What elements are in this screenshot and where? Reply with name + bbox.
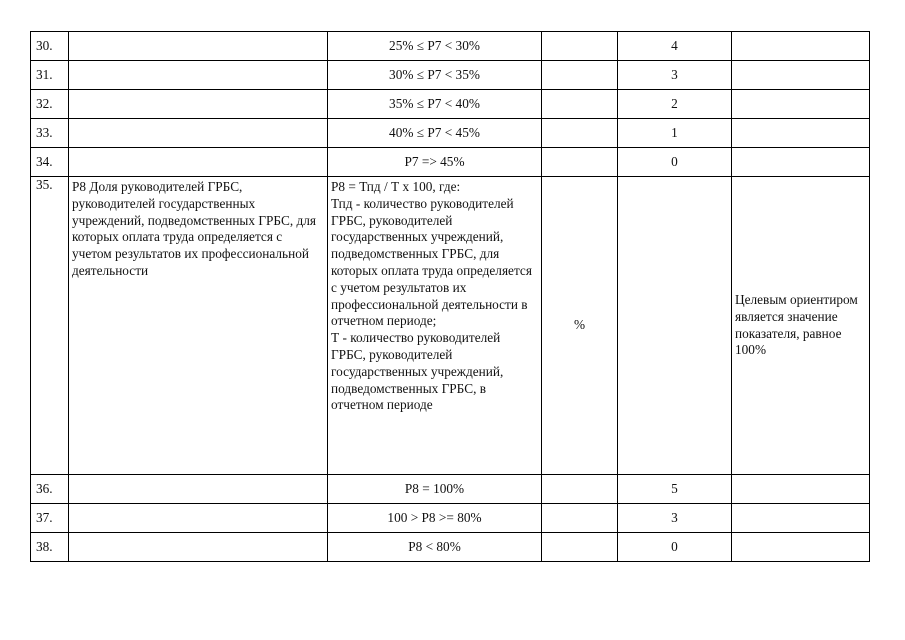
row-criterion: Р7 => 45% (328, 148, 542, 177)
row-criterion: 25% ≤ Р7 < 30% (328, 32, 542, 61)
table-body-top (31, 32, 870, 177)
indicators-table (30, 31, 870, 562)
row-score: 0 (618, 533, 732, 562)
table-row (31, 119, 870, 148)
table-row (31, 148, 870, 177)
row-criterion: 100 > Р8 >= 80% (328, 504, 542, 533)
row-number: 31. (31, 61, 69, 90)
row-unit-cell (542, 475, 618, 504)
row-note-cell (732, 475, 870, 504)
row-note-cell (732, 32, 870, 61)
row-criterion: Р8 < 80% (328, 533, 542, 562)
row-number: 38. (31, 533, 69, 562)
row-criterion: 30% ≤ Р7 < 35% (328, 61, 542, 90)
indicator-score (618, 177, 732, 475)
row-indicator-cell (69, 504, 328, 533)
row-indicator-cell (69, 32, 328, 61)
row-unit-cell (542, 61, 618, 90)
row-note-cell (732, 119, 870, 148)
table-row (31, 32, 870, 61)
row-criterion: 35% ≤ Р7 < 40% (328, 90, 542, 119)
row-indicator-cell (69, 90, 328, 119)
table-body-indicator (31, 177, 870, 475)
row-criterion: Р8 = 100% (328, 475, 542, 504)
row-unit-cell (542, 119, 618, 148)
row-score: 3 (618, 504, 732, 533)
row-indicator-cell (69, 61, 328, 90)
row-unit-cell (542, 90, 618, 119)
row-indicator-cell (69, 148, 328, 177)
row-number: 33. (31, 119, 69, 148)
row-note-cell (732, 90, 870, 119)
row-score: 4 (618, 32, 732, 61)
row-score: 3 (618, 61, 732, 90)
table-body-bottom (31, 475, 870, 562)
indicator-unit: % (542, 177, 618, 475)
table-row (31, 177, 870, 475)
row-unit-cell (542, 32, 618, 61)
table-row (31, 504, 870, 533)
row-note-cell (732, 61, 870, 90)
row-indicator-cell (69, 475, 328, 504)
table-row (31, 61, 870, 90)
document-page (30, 31, 870, 562)
table-row (31, 533, 870, 562)
row-score: 5 (618, 475, 732, 504)
row-note-cell (732, 148, 870, 177)
row-score: 1 (618, 119, 732, 148)
row-score: 0 (618, 148, 732, 177)
row-score: 2 (618, 90, 732, 119)
row-number: 34. (31, 148, 69, 177)
indicator-name: Р8 Доля руководителей ГРБС, руководителей государственных учреждений, подведомственных ГРБС, для которых оплата труда определяется с учетом результатов их профессиональной деятельности (69, 177, 328, 475)
row-note-cell (732, 504, 870, 533)
indicator-formula: Р8 = Тпд / Т x 100, где: Тпд - количество руководителей ГРБС, руководителей государственных учреждений, подведомственных ГРБС, для которых оплата труда определяется с учетом результатов их профессиональной деятельности в отчетном периоде; Т - количество руководителей ГРБС, руководителей государственных учреждений, подведомственных ГРБС, в отчетном периоде (328, 177, 542, 475)
row-number: 35. (31, 177, 69, 475)
row-number: 36. (31, 475, 69, 504)
row-note-cell (732, 533, 870, 562)
row-unit-cell (542, 533, 618, 562)
row-number: 32. (31, 90, 69, 119)
row-number: 30. (31, 32, 69, 61)
table-row (31, 90, 870, 119)
row-unit-cell (542, 504, 618, 533)
row-number: 37. (31, 504, 69, 533)
table-row (31, 475, 870, 504)
row-unit-cell (542, 148, 618, 177)
row-indicator-cell (69, 533, 328, 562)
row-indicator-cell (69, 119, 328, 148)
row-criterion: 40% ≤ Р7 < 45% (328, 119, 542, 148)
indicator-note: Целевым ориентиром является значение показателя, равное 100% (732, 177, 870, 475)
